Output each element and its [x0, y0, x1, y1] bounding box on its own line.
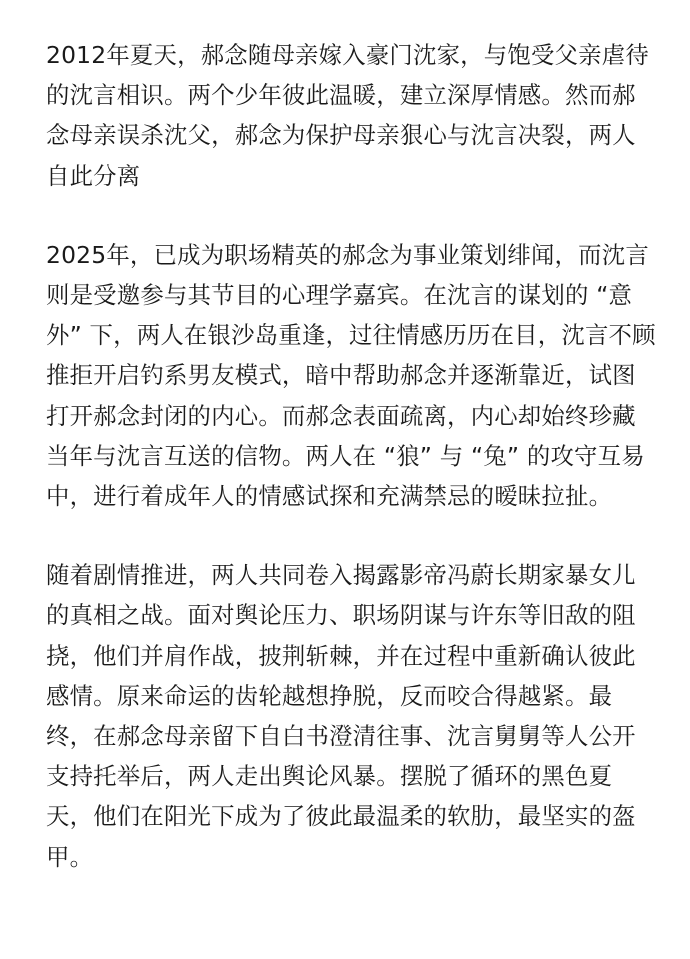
- paragraph-2012: 2012年夏天，郝念随母亲嫁入豪门沈家，与饱受父亲虐待的沈言相识。两个少年彼此温暖，建立深厚情感。然而郝念母亲误杀沈父，郝念为保护母亲狠心与沈言决裂，两人自此分离: [46, 41, 649, 190]
- paragraph-plot: 随着剧情推进，两人共同卷入揭露影帝冯蔚长期家暴女儿的真相之战。面对舆论压力、职场阴谋与许东等旧敌的阻挠，他们并肩作战，披荆斩棘，并在过程中重新确认彼此感情。原来命运的齿轮越想挣脱，反而咬合得越紧。最终，在郝念母亲留下自白书澄清往事、沈言舅舅等人公开支持托举后，两人走出舆论风暴。摆脱了循环的黑色夏天，他们在阳光下成为了彼此最温柔的软肋，最坚实的盔甲。: [46, 561, 636, 871]
- paragraph-2025: 2025年，已成为职场精英的郝念为事业策划绯闻，而沈言则是受邀参与其节目的心理学嘉宾。在沈言的谋划的 “意外” 下，两人在银沙岛重逢，过往情感历历在目，沈言不顾推拒开启钓系男友模式，暗中帮助郝念并逐渐靠近，试图打开郝念封闭的内心。而郝念表面疏离，内心却始终珍藏当年与沈言互送的信物。两人在 “狼” 与 “兔” 的攻守互易中，进行着成年人的情感试探和充满禁忌的暧昧拉扯。: [46, 240, 656, 511]
- article-body: [46, 35, 658, 877]
